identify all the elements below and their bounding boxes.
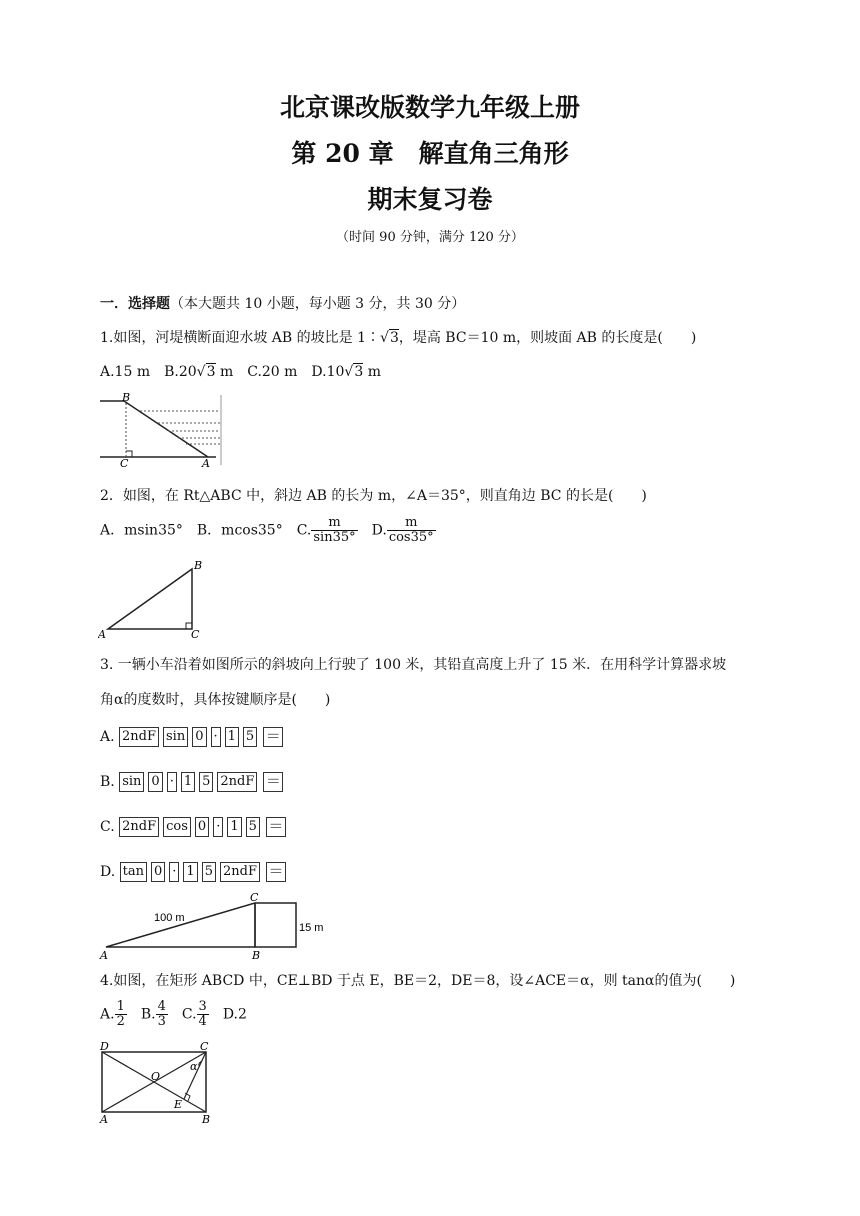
q4-label-o: O <box>151 1070 161 1083</box>
calculator-key: 1 <box>181 772 195 792</box>
q3-option-c <box>100 817 286 837</box>
title-line-3: 期末复习卷 <box>367 185 493 214</box>
calculator-key: sin <box>119 772 144 792</box>
calculator-key: 1 <box>225 727 239 747</box>
calculator-key: 5 <box>202 862 216 882</box>
option-label: C. <box>100 819 115 835</box>
q4-label-c: C <box>200 1042 209 1053</box>
title-line-2: 第 20 章 解直角三角形 <box>291 139 569 168</box>
q4-label-d: D <box>100 1042 109 1053</box>
q4-option-d: D.2 <box>222 1006 247 1023</box>
question-2-stem: 2．如图，在 Rt△ABC 中，斜边 AB 的长为 m，∠A＝35°，则直角边 BC 的长是( ) <box>100 488 647 504</box>
question-3-stem-line-2: 角α的度数时，具体按键顺序是( ) <box>100 692 331 708</box>
option-label: A. <box>100 729 115 745</box>
equals-key: ＝ <box>266 862 286 882</box>
q1-embankment-figure <box>100 393 224 468</box>
q2-option-text: A．msin35° B．mcos35° C. <box>100 522 312 539</box>
calculator-key: 0 <box>192 727 206 747</box>
q3-label-b: B <box>252 949 261 962</box>
q4-label-b: B <box>202 1113 211 1126</box>
q3-option-b <box>100 772 283 792</box>
calculator-key: 2ndF <box>119 727 159 747</box>
equals-key: ＝ <box>263 727 283 747</box>
option-label: D. <box>100 864 116 880</box>
q2-label-b: B <box>194 559 203 572</box>
question-2-options <box>100 516 436 545</box>
exam-time-note: （时间 90 分钟，满分 120 分） <box>336 230 524 245</box>
q1-option-text: m <box>363 364 381 380</box>
section-heading <box>100 293 465 313</box>
calculator-key: sin <box>163 727 188 747</box>
calculator-key: · <box>211 727 221 747</box>
q1-label-a: A <box>202 457 210 468</box>
q1-option-text: A.15 m B.20 <box>100 364 197 380</box>
calculator-key: 0 <box>195 817 209 837</box>
q1-sqrt-value: 3 <box>389 330 399 346</box>
q1-option-text: m C.20 m D.10 <box>215 364 345 380</box>
calculator-key: · <box>167 772 177 792</box>
equals-key: ＝ <box>266 817 286 837</box>
q3-option-a <box>100 727 283 747</box>
question-4-stem: 4.如图，在矩形 ABCD 中，CE⊥BD 于点 E，BE＝2，DE＝8，设∠ACE＝α，则 tanα的值为( ) <box>100 973 736 989</box>
calculator-key: 0 <box>148 772 162 792</box>
q4-option-c-fraction: $\frac{3}{4}$ <box>198 999 207 1029</box>
q4-option-b-fraction: $\frac{4}{3}$ <box>157 999 166 1029</box>
q3-option-d <box>100 862 286 882</box>
q4-option-a-fraction: $\frac{1}{2}$ <box>116 999 125 1029</box>
calculator-key: · <box>213 817 223 837</box>
q1-option-sqrt: 3 <box>206 364 216 380</box>
calculator-key: 2ndF <box>220 862 260 882</box>
calculator-key: 1 <box>227 817 241 837</box>
equals-key: ＝ <box>263 772 283 792</box>
q1-label-c: C <box>120 457 129 468</box>
question-3-stem-line-1: 3. 一辆小车沿着如图所示的斜坡向上行驶了 100 米，其铅直高度上升了 15 米．在用科学计算器求坡 <box>100 657 727 673</box>
question-1-stem: 1.如图，河堤横断面迎水坡 AB 的坡比是 1∶√3，堤高 BC＝10 m，则坡面 AB 的长度是( ) <box>100 330 697 346</box>
q3-slope-figure <box>98 892 338 962</box>
q3-height-label: 15 m <box>299 922 324 934</box>
q2-option-c-fraction: $\frac{m}{\sin 35^\circ}$ <box>313 515 356 545</box>
calculator-key: 5 <box>246 817 260 837</box>
calculator-key: · <box>169 862 179 882</box>
q4-option-b-label: B. <box>140 1006 156 1023</box>
q4-label-e: E <box>174 1098 183 1111</box>
calculator-key: 0 <box>151 862 165 882</box>
q2-option-d-fraction: $\frac{m}{\cos 35^\circ}$ <box>388 515 434 545</box>
q2-right-triangle-figure <box>98 557 208 641</box>
q4-label-a: A <box>100 1113 108 1126</box>
calculator-key: 5 <box>243 727 257 747</box>
q3-label-a: A <box>100 949 108 962</box>
q1-stem-part: ，堤高 BC＝10 m，则坡面 AB 的长度是( ) <box>398 330 697 346</box>
q1-stem-part: 1.如图，河堤横断面迎水坡 AB 的坡比是 1∶ <box>100 330 381 346</box>
q2-label-c: C <box>191 628 200 641</box>
title-line-1: 北京课改版数学九年级上册 <box>279 93 580 122</box>
q4-option-c-label: C. <box>181 1006 197 1023</box>
option-label: B. <box>100 774 115 790</box>
section-note: （本大题共 10 小题，每小题 3 分，共 30 分） <box>170 296 466 312</box>
calculator-key: 5 <box>199 772 213 792</box>
q4-option-a-label: A. <box>100 1006 115 1023</box>
question-4-options <box>100 1000 247 1029</box>
calculator-key: tan <box>120 862 147 882</box>
calculator-key: cos <box>163 817 191 837</box>
calculator-key: 2ndF <box>217 772 257 792</box>
section-label: 一．选择题 <box>100 296 170 312</box>
q4-label-alpha: α <box>190 1060 198 1073</box>
q2-option-d-label: D. <box>371 522 387 539</box>
calculator-key: 1 <box>183 862 197 882</box>
q3-label-c: C <box>250 892 259 904</box>
calculator-key: 2ndF <box>119 817 159 837</box>
q3-length-label: 100 m <box>154 912 185 924</box>
q1-option-sqrt: 3 <box>354 364 364 380</box>
q4-rectangle-figure <box>96 1042 216 1126</box>
q1-label-b: B <box>122 393 131 404</box>
question-1-options: A.15 m B.20√3 m C.20 m D.10√3 m <box>100 364 381 380</box>
q2-label-a: A <box>98 628 106 641</box>
